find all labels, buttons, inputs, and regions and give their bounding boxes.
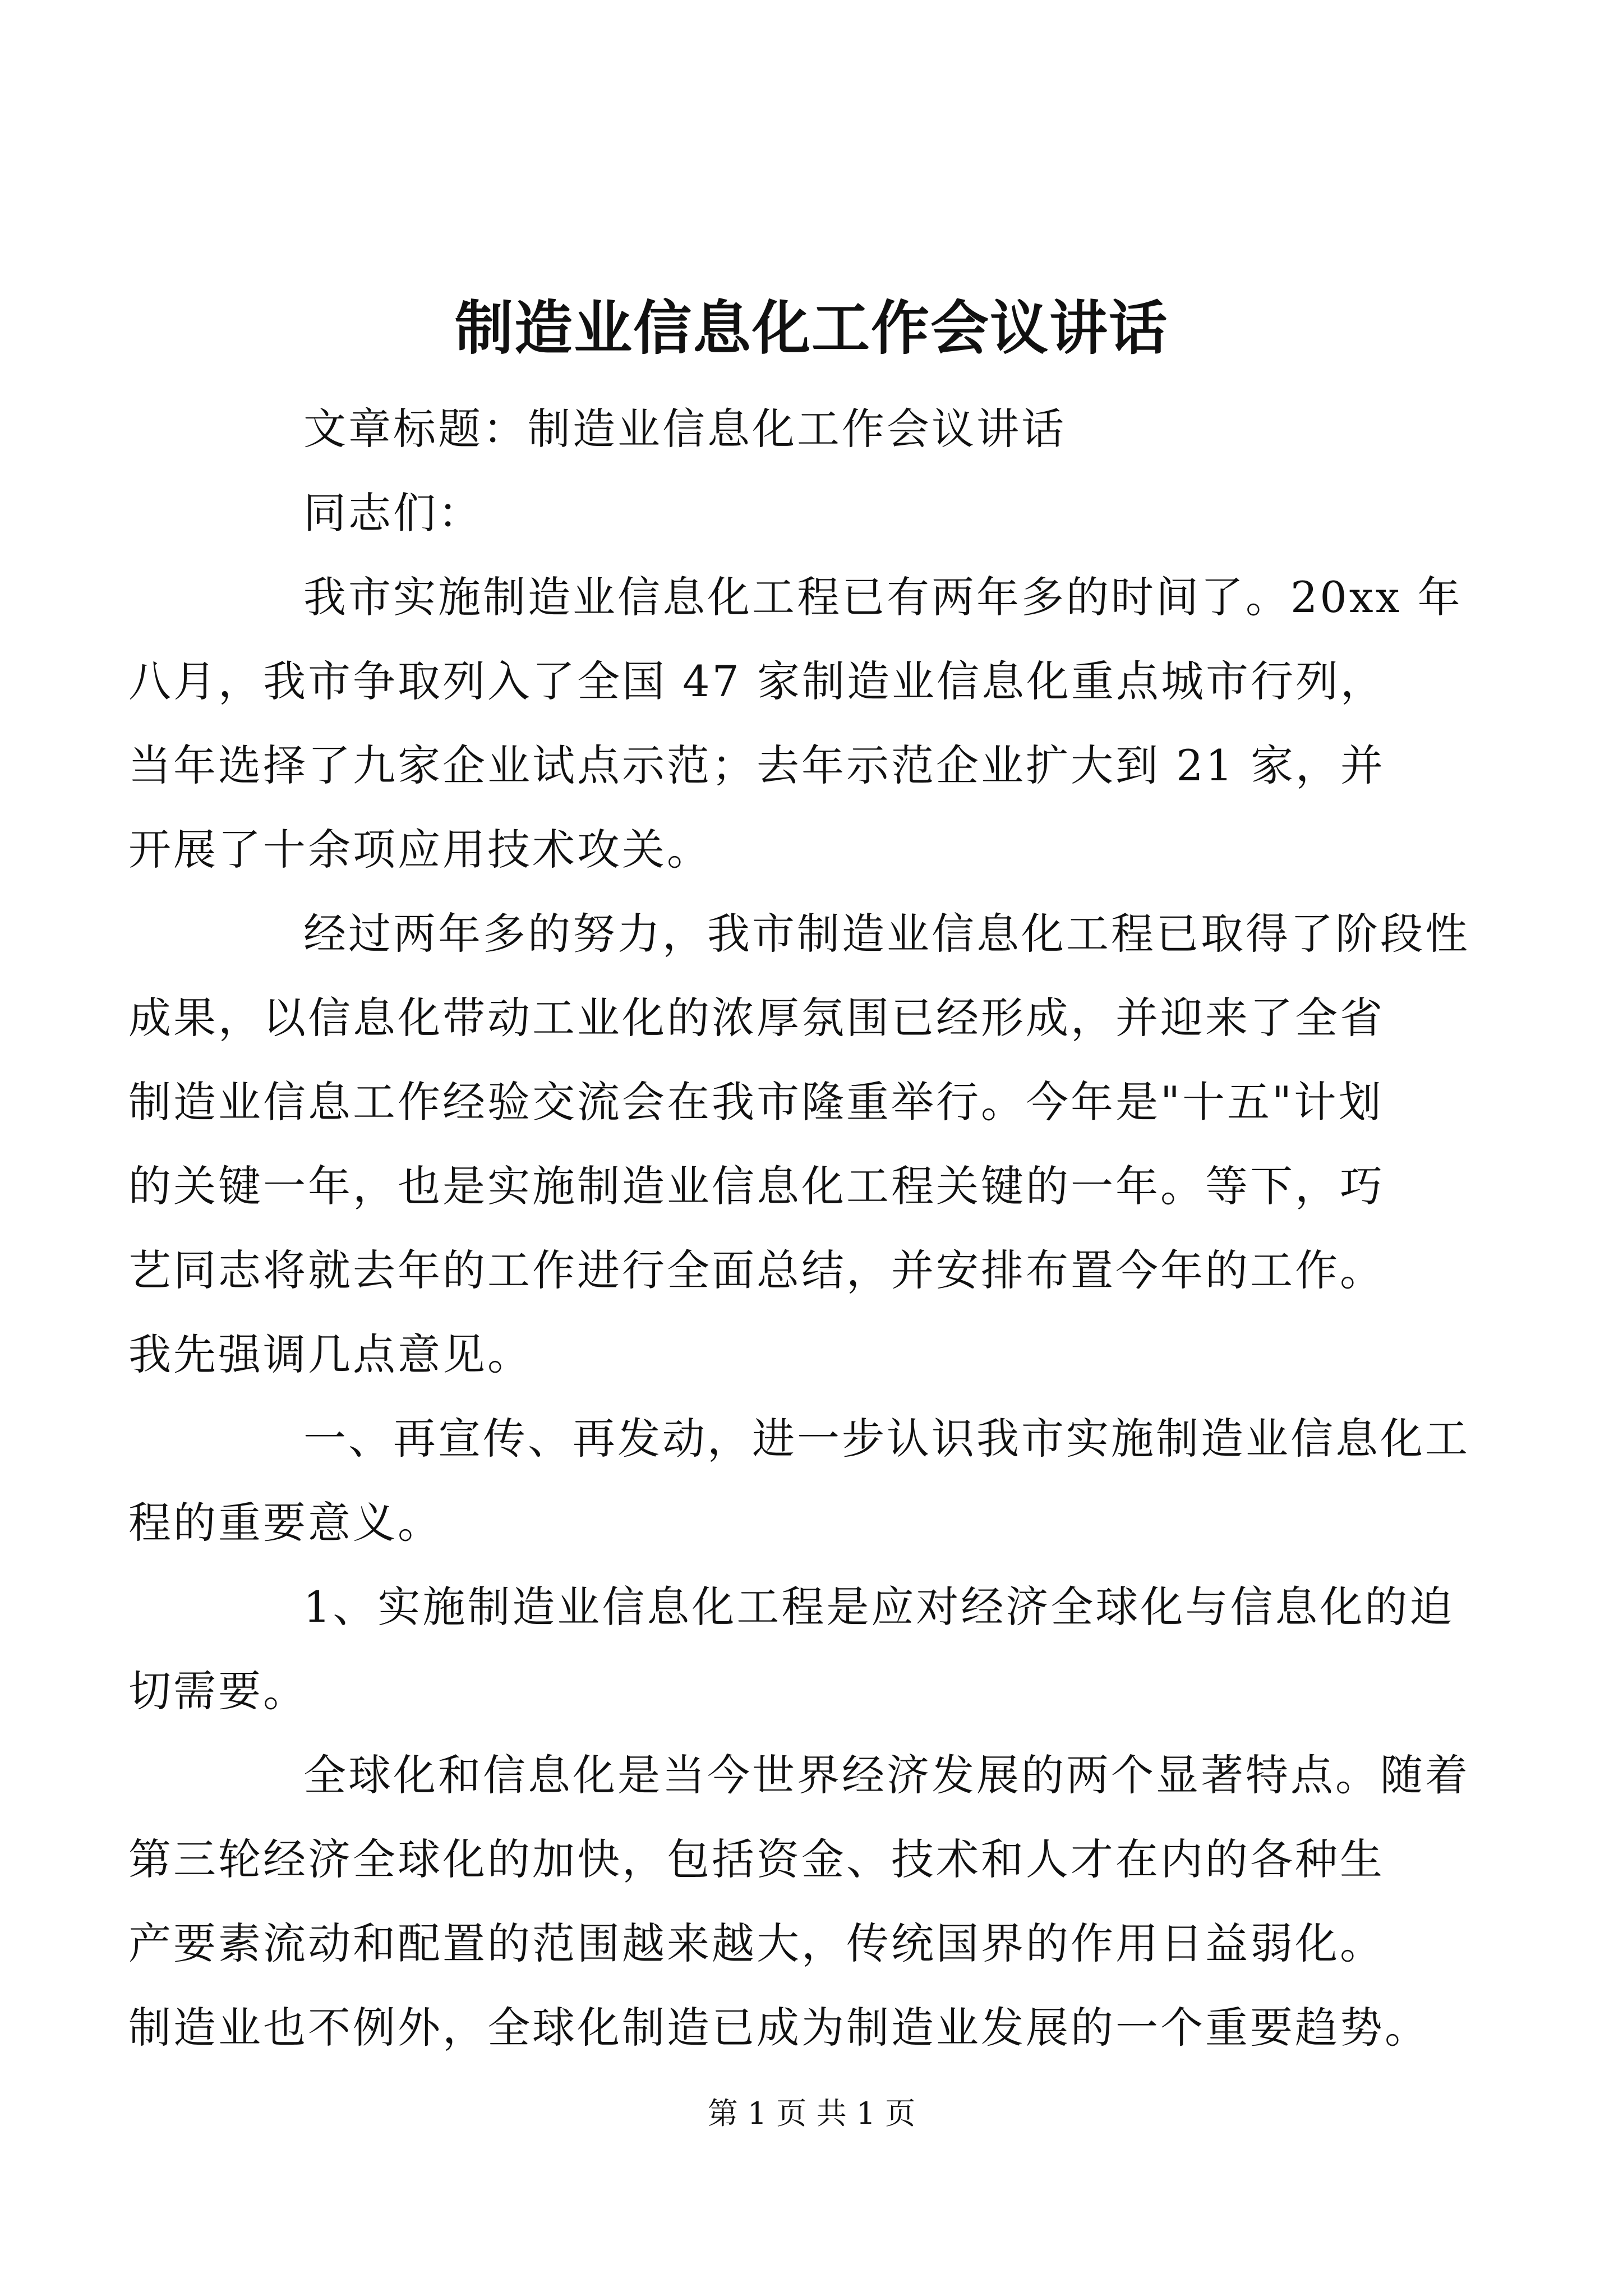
document-title: 制造业信息化工作会议讲话 <box>454 293 1168 362</box>
text-line: 全球化和信息化是当今世界经济发展的两个显著特点。随着 <box>303 1750 1470 1800</box>
text-line: 我市实施制造业信息化工程已有两年多的时间了。20xx 年 <box>303 572 1463 622</box>
text-line: 产要素流动和配置的范围越来越大，传统国界的作用日益弱化。 <box>128 1918 1385 1968</box>
paragraph <box>128 555 1463 892</box>
text-line: 成果，以信息化带动工业化的浓厚氛围已经形成，并迎来了全省 <box>128 993 1385 1043</box>
text-line: 文章标题：制造业信息化工作会议讲话 <box>303 404 1066 454</box>
text-line: 艺同志将就去年的工作进行全面总结，并安排布置今年的工作。 <box>128 1245 1385 1295</box>
text-line: 切需要。 <box>128 1666 308 1716</box>
paragraph <box>128 1397 1470 1565</box>
paragraph <box>216 471 1422 555</box>
text-line: 的关键一年，也是实施制造业信息化工程关键的一年。等下，巧 <box>128 1161 1385 1211</box>
text-line: 制造业信息工作经验交流会在我市隆重举行。今年是"十五"计划 <box>128 1077 1384 1127</box>
text-line: 开展了十余项应用技术攻关。 <box>128 825 712 875</box>
paragraph <box>216 387 1422 471</box>
text-line: 八月，我市争取列入了全国 47 家制造业信息化重点城市行列， <box>128 656 1386 706</box>
document-body <box>128 387 1470 2070</box>
text-line: 经过两年多的努力，我市制造业信息化工程已取得了阶段性 <box>303 909 1470 959</box>
paragraph <box>128 1733 1470 2070</box>
text-line: 第三轮经济全球化的加快，包括资金、技术和人才在内的各种生 <box>128 1834 1385 1884</box>
page-footer: 第 1 页 共 1 页 <box>707 2096 916 2131</box>
text-line: 制造业也不例外，全球化制造已成为制造业发展的一个重要趋势。 <box>128 2003 1430 2053</box>
paragraph <box>128 1565 1455 1733</box>
text-line: 1、实施制造业信息化工程是应对经济全球化与信息化的迫 <box>303 1582 1455 1632</box>
text-line: 我先强调几点意见。 <box>128 1329 532 1379</box>
text-line: 程的重要意义。 <box>128 1498 442 1548</box>
text-line: 同志们： <box>303 488 483 538</box>
paragraph <box>128 892 1470 1397</box>
text-line: 一、再宣传、再发动，进一步认识我市实施制造业信息化工 <box>303 1414 1470 1464</box>
text-line: 当年选择了九家企业试点示范；去年示范企业扩大到 21 家，并 <box>128 740 1386 790</box>
